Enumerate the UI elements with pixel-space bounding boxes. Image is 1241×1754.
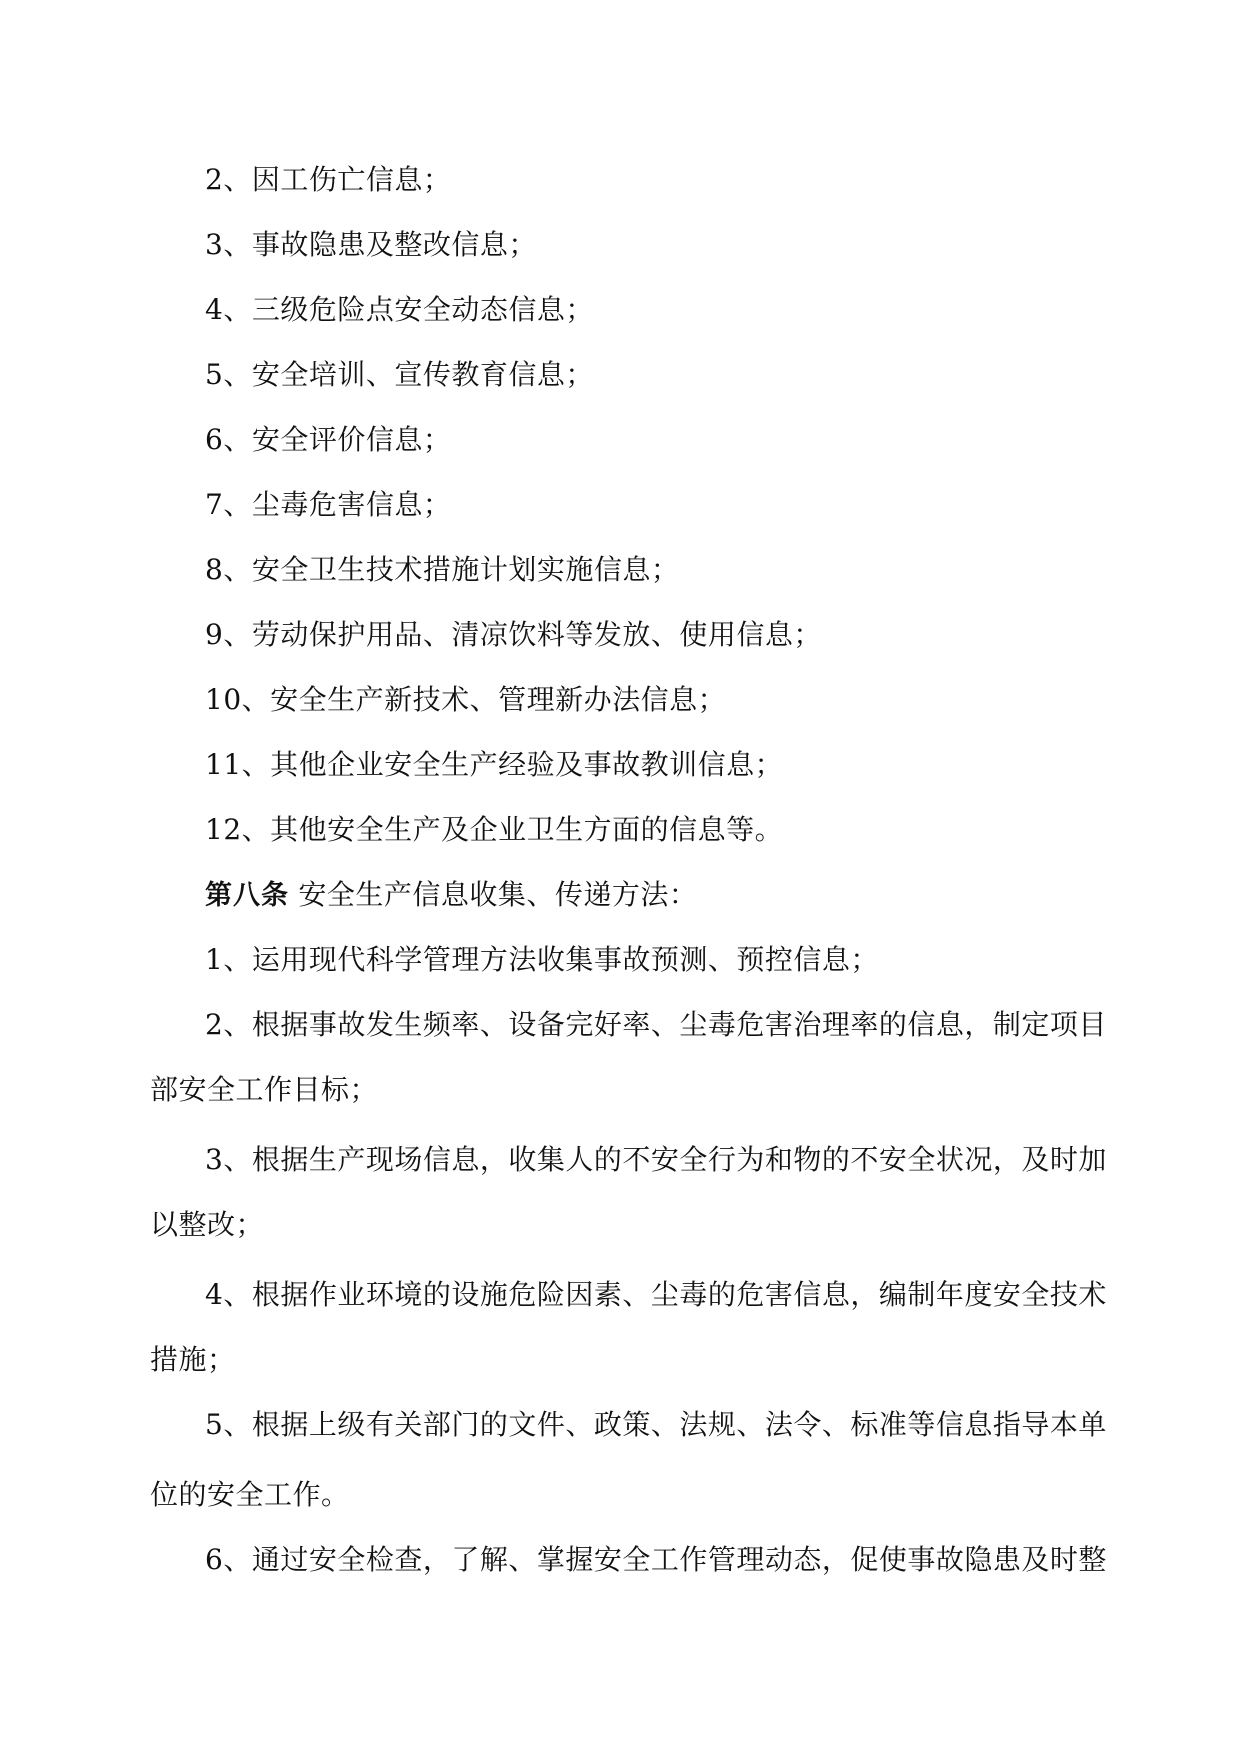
method-item-4-line-1: 4、根据作业环境的设施危险因素、尘毒的危害信息，编制年度安全技术 <box>205 1278 1107 1311</box>
list-item: 5、安全培训、宣传教育信息； <box>205 358 594 391</box>
list-item: 9、劳动保护用品、清凉饮料等发放、使用信息； <box>205 618 822 651</box>
list-item: 11、其他企业安全生产经验及事故教训信息； <box>205 748 784 781</box>
method-item-4-line-2: 措施； <box>150 1343 236 1376</box>
list-item: 3、事故隐患及整改信息； <box>205 228 537 261</box>
method-item-1: 1、运用现代科学管理方法收集事故预测、预控信息； <box>205 943 879 976</box>
method-item-2-line-2: 部安全工作目标； <box>150 1073 379 1106</box>
list-item: 7、尘毒危害信息； <box>205 488 452 521</box>
method-item-5-line-1: 5、根据上级有关部门的文件、政策、法规、法令、标准等信息指导本单 <box>205 1408 1107 1441</box>
method-item-3-line-2: 以整改； <box>150 1208 265 1241</box>
list-item: 4、三级危险点安全动态信息； <box>205 293 594 326</box>
method-item-6-line-1: 6、通过安全检查，了解、掌握安全工作管理动态，促使事故隐患及时整 <box>205 1543 1107 1576</box>
list-item: 8、安全卫生技术措施计划实施信息； <box>205 553 680 586</box>
list-item: 10、安全生产新技术、管理新办法信息； <box>205 683 727 716</box>
method-item-5-line-2: 位的安全工作。 <box>150 1478 350 1511</box>
list-item: 12、其他安全生产及企业卫生方面的信息等。 <box>205 813 784 846</box>
article-8-label: 第八条 <box>205 880 289 911</box>
article-8-heading <box>205 875 697 916</box>
method-item-2-line-1: 2、根据事故发生频率、设备完好率、尘毒危害治理率的信息，制定项目 <box>205 1008 1107 1041</box>
article-8-text: 安全生产信息收集、传递方法： <box>298 878 698 911</box>
list-item: 2、因工伤亡信息； <box>205 163 452 196</box>
list-item: 6、安全评价信息； <box>205 423 452 456</box>
method-item-3-line-1: 3、根据生产现场信息，收集人的不安全行为和物的不安全状况，及时加 <box>205 1143 1107 1176</box>
